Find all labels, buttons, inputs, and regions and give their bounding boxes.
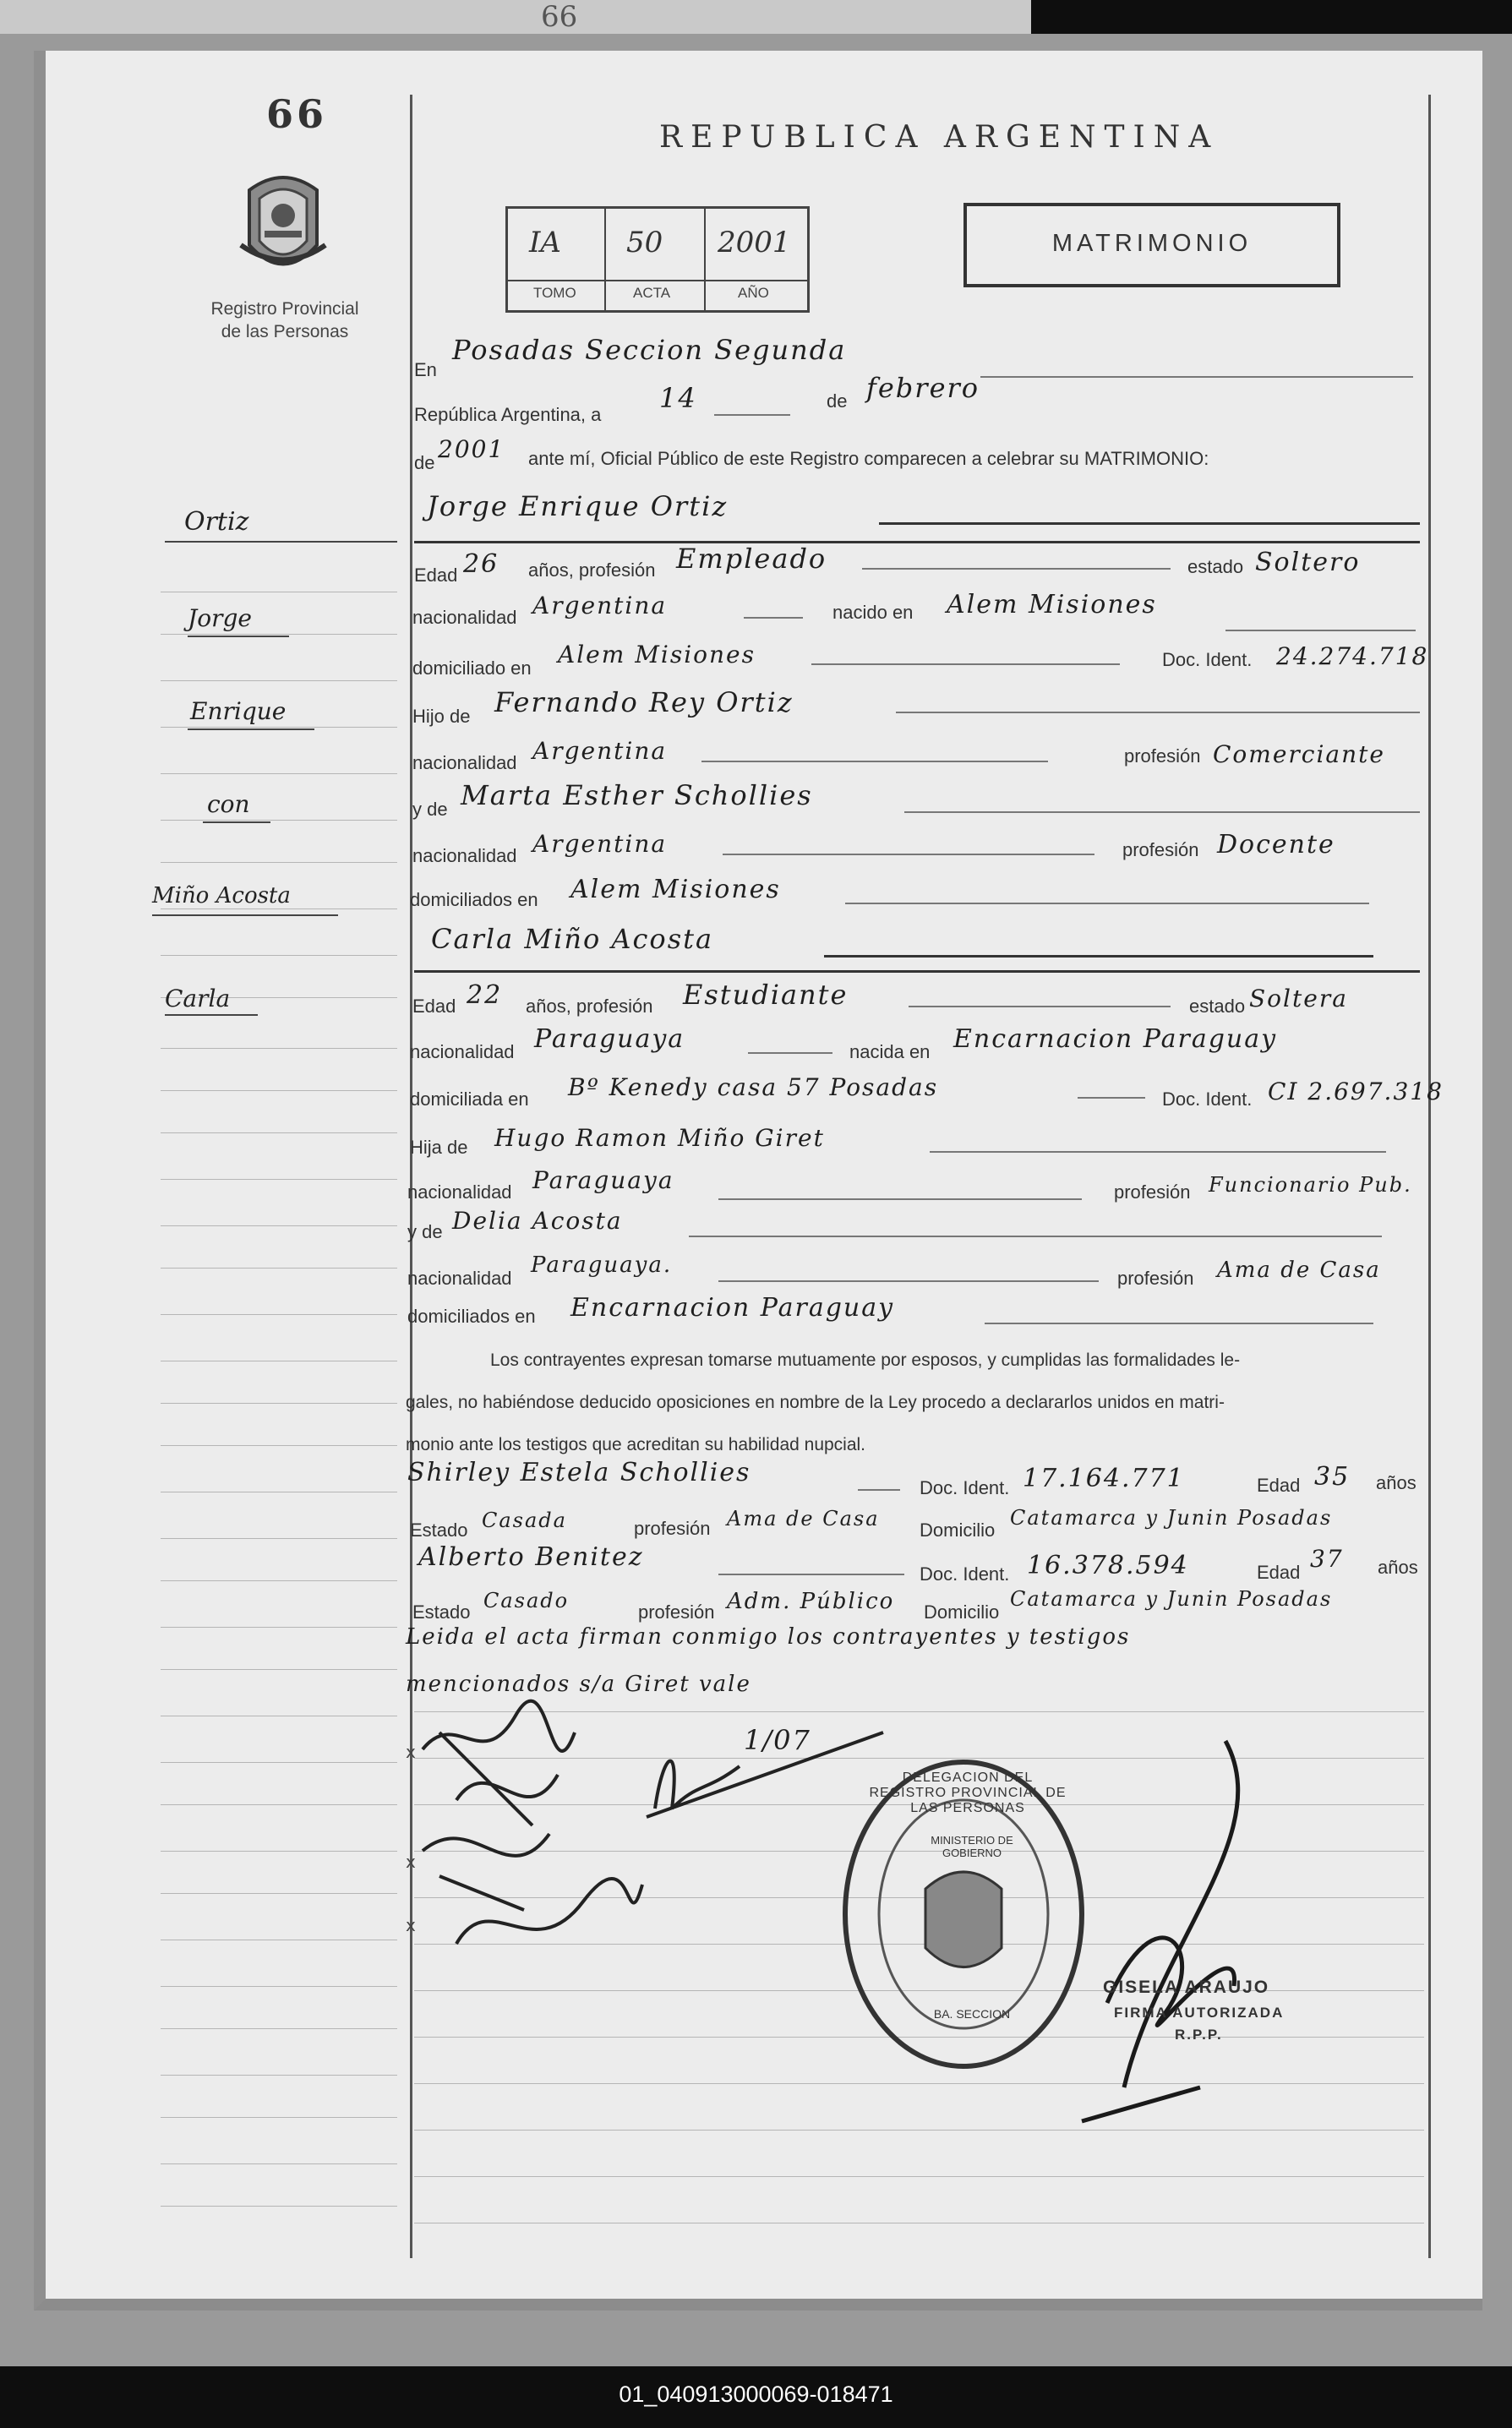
bride-father-nat-label: nacionalidad: [407, 1181, 512, 1203]
bride-mother-prof: Ama de Casa: [1217, 1258, 1381, 1283]
witness2-age: 37: [1310, 1545, 1344, 1573]
bride-father-prof: Funcionario Pub.: [1209, 1173, 1412, 1197]
declaration-paragraph: [406, 1339, 1420, 1466]
witness1-age: 35: [1314, 1462, 1351, 1492]
groom-profession: Empleado: [676, 543, 827, 575]
bride-mother-nat: Paraguaya.: [531, 1252, 673, 1278]
witness2-anos-label: años: [1378, 1557, 1418, 1578]
registro-label-line-1: Registro Provincial: [210, 299, 359, 319]
bride-doc-label: Doc. Ident.: [1162, 1089, 1253, 1110]
coat-of-arms-icon: [232, 165, 334, 283]
witness2-prof-label: profesión: [638, 1601, 715, 1623]
groom-mother-nat-label: nacionalidad: [412, 845, 517, 866]
bride-mother-nat-label: nacionalidad: [407, 1268, 512, 1289]
groom-age: 26: [463, 549, 499, 579]
bride-father-nat: Paraguaya: [532, 1166, 674, 1194]
bride-nationality-line: [748, 1052, 832, 1054]
groom-mother-line: [904, 811, 1420, 813]
declaration-line-2: gales, no habiéndose deducido oposiciones en nombre de la Ley procedo a declararlos unidos en matri-: [406, 1393, 1225, 1412]
acta-value: 50: [626, 226, 663, 259]
witness2-doc-label: Doc. Ident.: [920, 1563, 1010, 1585]
svg-text:x: x: [406, 1852, 416, 1872]
ano-value: 2001: [718, 226, 791, 259]
groom-mother-nat: Argentina: [532, 830, 668, 858]
side-name-bride-first: Carla: [165, 985, 231, 1012]
bride-father-nat-line: [718, 1198, 1082, 1200]
witness1-doc-label: Doc. Ident.: [920, 1477, 1010, 1498]
side-name-middle: Enrique: [190, 697, 287, 725]
ano-label: AÑO: [738, 285, 769, 301]
side-name-underline: [152, 914, 338, 916]
witness1-prof: Ama de Casa: [727, 1507, 880, 1530]
witness2-estado: Casado: [483, 1589, 570, 1612]
bride-parents-dom-label: domiciliados en: [407, 1306, 536, 1327]
declaration-line-1: Los contrayentes expresan tomarse mutuamente por esposos, y cumplidas las formalidades le-: [490, 1350, 1241, 1370]
bride-birthplace: Encarnacion Paraguay: [953, 1024, 1278, 1054]
bride-mother-prof-label: profesión: [1117, 1268, 1194, 1289]
groom-father-nat-label: nacionalidad: [412, 752, 517, 773]
signature-block-org: R.P.P.: [1175, 2027, 1223, 2043]
groom-domicile-line: [811, 663, 1120, 665]
image-id-footer: 01_040913000069-018471: [619, 2382, 893, 2407]
groom-nationality: Argentina: [532, 592, 668, 619]
bride-domicile: Bº Kenedy casa 57 Posadas: [568, 1073, 939, 1101]
witness1-edad-label: Edad: [1257, 1475, 1301, 1496]
groom-profesion-label: años, profesión: [528, 559, 656, 581]
bride-hija-label: Hija de: [410, 1137, 468, 1158]
groom-mother-prof: Docente: [1217, 830, 1335, 859]
groom-section-rule: [414, 541, 1420, 543]
bride-mother: Delia Acosta: [452, 1207, 623, 1235]
bride-parents-dom: Encarnacion Paraguay: [570, 1293, 895, 1323]
witness1-anos-label: años: [1376, 1472, 1416, 1493]
bride-profession: Estudiante: [683, 979, 849, 1011]
acta-label: ACTA: [633, 285, 671, 301]
side-name-underline: [203, 821, 270, 823]
tomo-value: IA: [529, 226, 561, 259]
witness2-name-line: [718, 1574, 904, 1575]
groom-domiciliado-label: domiciliado en: [412, 657, 532, 679]
day-value: 14: [659, 382, 697, 414]
witness1-name: Shirley Estela Schollies: [407, 1458, 751, 1487]
groom-parents-dom-label: domiciliados en: [410, 889, 538, 910]
registro-label-line-2: de las Personas: [221, 322, 349, 341]
witness1-dom-label: Domicilio: [920, 1520, 996, 1541]
witness2-name: Alberto Benitez: [418, 1542, 644, 1572]
place-value: Posadas Seccion Segunda: [452, 334, 847, 366]
groom-mother-nat-line: [723, 854, 1094, 855]
svg-text:x: x: [406, 1742, 416, 1762]
signature-date: 1/07: [744, 1724, 811, 1756]
bride-age: 22: [467, 980, 503, 1010]
bride-section-rule: [414, 970, 1420, 973]
page-number: 66: [266, 91, 328, 137]
svg-text:x: x: [406, 1915, 416, 1935]
groom-edad-label: Edad: [414, 565, 458, 586]
signature-block-title: FIRMA AUTORIZADA: [1114, 2005, 1285, 2021]
groom-estado: Soltero: [1255, 548, 1361, 577]
bride-parents-dom-line: [985, 1323, 1373, 1324]
matrimonio-box: [963, 203, 1340, 287]
bride-nacida-label: nacida en: [849, 1041, 931, 1062]
groom-doc-label: Doc. Ident.: [1162, 649, 1253, 670]
witness2-prof: Adm. Público: [727, 1589, 895, 1614]
groom-name-line: [879, 522, 1420, 525]
groom-yde-label: y de: [412, 799, 448, 820]
closing-line-1: Leida el acta firman conmigo los contrayentes y testigos: [406, 1624, 1131, 1650]
place-line: [980, 376, 1413, 378]
bride-father-prof-label: profesión: [1114, 1181, 1191, 1203]
bride-mother-nat-line: [718, 1280, 1099, 1282]
witness2-doc: 16.378.594: [1027, 1551, 1189, 1580]
republica-label: República Argentina, a: [414, 404, 602, 425]
witness2-dom-label: Domicilio: [924, 1601, 1000, 1623]
witness1-doc: 17.164.771: [1023, 1464, 1185, 1493]
side-name-underline: [165, 541, 397, 543]
bride-name-line: [824, 955, 1373, 958]
witness1-estado-label: Estado: [410, 1520, 468, 1541]
side-name-surname: Ortiz: [184, 507, 249, 537]
witness2-dom: Catamarca y Junin Posadas: [1010, 1587, 1333, 1611]
declaration-line-3: monio ante los testigos que acreditan su habilidad nupcial.: [406, 1435, 866, 1454]
groom-parents-dom: Alem Misiones: [570, 875, 781, 904]
year-value: 2001: [438, 435, 505, 463]
doc-type: MATRIMONIO: [1051, 230, 1253, 257]
previous-page-number: 66: [541, 0, 578, 34]
witness1-estado: Casada: [482, 1509, 567, 1532]
de-label: de: [827, 390, 848, 412]
witness1-name-line: [858, 1489, 900, 1491]
en-label: En: [414, 359, 437, 380]
day-line: [714, 414, 790, 416]
header-title: REPUBLICA ARGENTINA: [659, 120, 1220, 155]
groom-father: Fernando Rey Ortiz: [494, 686, 794, 718]
bride-profesion-label: años, profesión: [526, 996, 653, 1017]
seal-inner-text: MINISTERIO DE GOBIERNO: [931, 1834, 1013, 1859]
groom-nacionalidad-label: nacionalidad: [412, 607, 517, 628]
seal-outer-text: DELEGACION DEL REGISTRO PROVINCIAL DE LAS PERSONAS: [869, 1771, 1067, 1815]
side-name-first: Jorge: [188, 604, 252, 632]
bride-father-line: [930, 1151, 1386, 1153]
groom-nationality-line: [744, 617, 803, 619]
groom-profession-line: [862, 568, 1171, 570]
groom-full-name: Jorge Enrique Ortiz: [427, 490, 729, 522]
groom-father-prof: Comerciante: [1213, 740, 1385, 768]
bride-full-name: Carla Miño Acosta: [431, 923, 714, 955]
signature-block-name: GISELA ARAUJO: [1103, 1978, 1270, 1997]
groom-nacido-label: nacido en: [832, 602, 914, 623]
tomo-label: TOMO: [533, 285, 576, 301]
side-name-underline: [165, 1014, 258, 1016]
bride-nationality: Paraguaya: [534, 1024, 685, 1054]
groom-father-nat-line: [701, 761, 1048, 762]
groom-doc: 24.274.718: [1276, 642, 1429, 670]
bride-domicile-line: [1078, 1097, 1145, 1099]
witness1-prof-label: profesión: [634, 1518, 711, 1539]
groom-birthplace-line: [1225, 630, 1416, 631]
bride-doc: CI 2.697.318: [1268, 1078, 1444, 1105]
groom-hijo-label: Hijo de: [412, 706, 471, 727]
bride-edad-label: Edad: [412, 996, 456, 1017]
bride-yde-label: y de: [407, 1221, 443, 1242]
bride-estado-label: estado: [1189, 996, 1246, 1017]
groom-father-nat: Argentina: [532, 737, 668, 765]
witness2-estado-label: Estado: [412, 1601, 471, 1623]
groom-birthplace: Alem Misiones: [947, 590, 1157, 619]
bride-nacionalidad-label: nacionalidad: [410, 1041, 515, 1062]
groom-parents-dom-line: [845, 903, 1369, 904]
side-name-underline: [188, 636, 289, 637]
groom-mother-prof-label: profesión: [1122, 839, 1199, 860]
groom-domicile: Alem Misiones: [558, 641, 756, 668]
bride-mother-line: [689, 1236, 1382, 1237]
seal-bottom-text: BA. SECCION: [933, 2007, 1011, 2021]
bride-father: Hugo Ramon Miño Giret: [494, 1124, 825, 1152]
groom-father-prof-label: profesión: [1124, 745, 1201, 767]
groom-estado-label: estado: [1187, 556, 1244, 577]
bride-estado: Soltera: [1249, 985, 1348, 1012]
bride-domiciliada-label: domiciliada en: [410, 1089, 529, 1110]
closing-line-2: mencionados s/a Giret vale: [406, 1672, 751, 1697]
witness2-edad-label: Edad: [1257, 1562, 1301, 1583]
de-year-label: de: [414, 452, 435, 473]
registro-label: [188, 297, 382, 343]
tomo-acta-ano-box: [505, 206, 810, 313]
side-name-underline: [188, 728, 314, 730]
groom-father-line: [896, 712, 1420, 713]
bride-profession-line: [909, 1006, 1171, 1007]
side-name-bride-surname: Miño Acosta: [152, 883, 291, 908]
witness-signatures: [406, 1699, 676, 1978]
authorized-signature: [1073, 1732, 1293, 2130]
statement-text: ante mí, Oficial Público de este Registro comparecen a celebrar su MATRIMONIO:: [528, 448, 1209, 469]
right-rule: [1428, 95, 1431, 2258]
side-name-con: con: [207, 790, 250, 818]
month-value: febrero: [866, 372, 980, 404]
witness1-dom: Catamarca y Junin Posadas: [1010, 1506, 1333, 1530]
groom-mother: Marta Esther Schollies: [461, 779, 813, 811]
